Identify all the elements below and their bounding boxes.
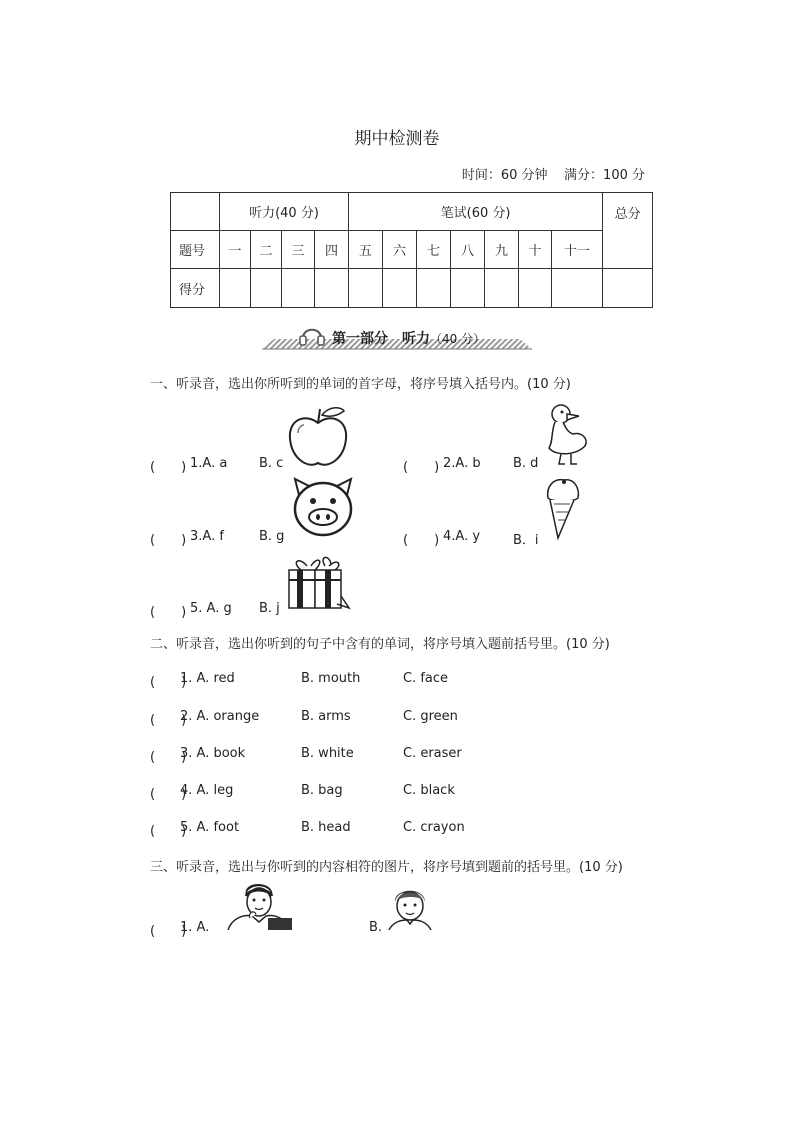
answer-blank[interactable]: ( ) <box>150 713 187 728</box>
part1-points: （40 分） <box>430 332 486 346</box>
answer-blank[interactable]: ( ) <box>403 533 440 548</box>
question-option-c: C. green <box>403 709 458 724</box>
question-option-b: B. bag <box>301 783 343 798</box>
answer-blank[interactable]: ( ) <box>403 460 440 475</box>
answer-blank[interactable]: ( ) <box>150 750 187 765</box>
section2-title: 二、听录音，选出你听到的句子中含有的单词，将序号填入题前括号里。(10 分) <box>150 637 610 652</box>
headphones-icon <box>298 322 326 348</box>
question-option-b: B. c <box>259 456 284 471</box>
answer-blank[interactable]: ( ) <box>150 787 187 802</box>
question-option-b: B. mouth <box>301 671 361 686</box>
question-option-c: C. face <box>403 671 449 686</box>
writing-header: 笔试(60 分) <box>349 193 603 231</box>
score-cell[interactable] <box>519 269 552 308</box>
apple-picture <box>286 403 350 469</box>
question-option-a: 4. A. leg <box>180 783 234 798</box>
question-option-a: 1. A. red <box>180 671 235 686</box>
table-corner-cell <box>171 193 220 231</box>
page-title: 期中检测卷 <box>354 129 440 149</box>
question-number: 二 <box>251 231 282 269</box>
exam-meta <box>462 164 645 183</box>
score-cell[interactable] <box>282 269 315 308</box>
question-option-b: B．i <box>513 533 539 548</box>
score-cell[interactable] <box>383 269 417 308</box>
question-option-b: B. j <box>259 601 280 616</box>
question-option-c: C. black <box>403 783 455 798</box>
score-label: 得分 <box>171 269 220 308</box>
question-number: 一 <box>220 231 251 269</box>
score-cell[interactable] <box>417 269 451 308</box>
section1-title: 一、听录音，选出你所听到的单词的首字母，将序号填入括号内。(10 分) <box>150 377 571 392</box>
question-option-b: B. white <box>301 746 354 761</box>
gift-picture <box>285 556 351 610</box>
question-number: 六 <box>383 231 417 269</box>
question-number: 三 <box>282 231 315 269</box>
question-option-b: B. <box>369 920 383 935</box>
duck-picture <box>545 402 591 468</box>
score-cell[interactable] <box>485 269 519 308</box>
score-table <box>170 192 653 308</box>
exam-full-score: 满分：100 分 <box>564 168 645 183</box>
score-cell[interactable] <box>349 269 383 308</box>
question-number: 十 <box>519 231 552 269</box>
part-banner <box>262 322 532 350</box>
answer-blank[interactable]: ( ) <box>150 460 187 475</box>
answer-blank[interactable]: ( ) <box>150 824 187 839</box>
question-option-a: 3. A. book <box>180 746 246 761</box>
question-option-c: C. eraser <box>403 746 462 761</box>
question-number: 四 <box>315 231 349 269</box>
score-cell[interactable] <box>251 269 282 308</box>
person-b-picture <box>387 884 433 930</box>
question-number: 九 <box>485 231 519 269</box>
question-number: 五 <box>349 231 383 269</box>
answer-blank[interactable]: ( ) <box>150 533 187 548</box>
question-number: 八 <box>451 231 485 269</box>
score-cell[interactable] <box>603 269 653 308</box>
answer-blank[interactable]: ( ) <box>150 605 187 620</box>
section3-title: 三、听录音，选出与你听到的内容相符的图片，将序号填到题前的括号里。(10 分) <box>150 860 623 875</box>
score-cell[interactable] <box>451 269 485 308</box>
question-option-b: B. g <box>259 529 285 544</box>
question-option-a: 5. A. foot <box>180 820 240 835</box>
question-option-a: 5. A. g <box>190 601 232 616</box>
answer-blank[interactable]: ( ) <box>150 675 187 690</box>
person-a-picture <box>224 882 294 930</box>
answer-blank[interactable]: ( ) <box>150 924 187 939</box>
score-cell[interactable] <box>220 269 251 308</box>
question-number: 七 <box>417 231 451 269</box>
question-option-b: B. d <box>513 456 539 471</box>
question-option-a: 3.A. f <box>190 529 224 544</box>
listening-header: 听力(40 分) <box>220 193 349 231</box>
ice-cream-picture <box>544 476 582 542</box>
pig-picture <box>291 477 355 539</box>
question-number-label: 题号 <box>171 231 220 269</box>
part1-title <box>332 328 485 348</box>
question-option-a: 2. A. orange <box>180 709 260 724</box>
exam-time: 时间：60 分钟 <box>461 168 548 183</box>
question-number: 十一 <box>552 231 603 269</box>
question-option-b: B. arms <box>301 709 351 724</box>
question-option-c: C. crayon <box>403 820 465 835</box>
score-cell[interactable] <box>552 269 603 308</box>
question-option-a: 2.A. b <box>443 456 481 471</box>
score-cell[interactable] <box>315 269 349 308</box>
question-option-a: 1.A. a <box>190 456 228 471</box>
question-option-a: 4.A. y <box>443 529 481 544</box>
question-option-b: B. head <box>301 820 351 835</box>
total-header: 总分 <box>603 193 653 269</box>
question-option-a: 1. A. <box>180 920 210 935</box>
part1-label: 第一部分 听力 <box>332 331 430 347</box>
